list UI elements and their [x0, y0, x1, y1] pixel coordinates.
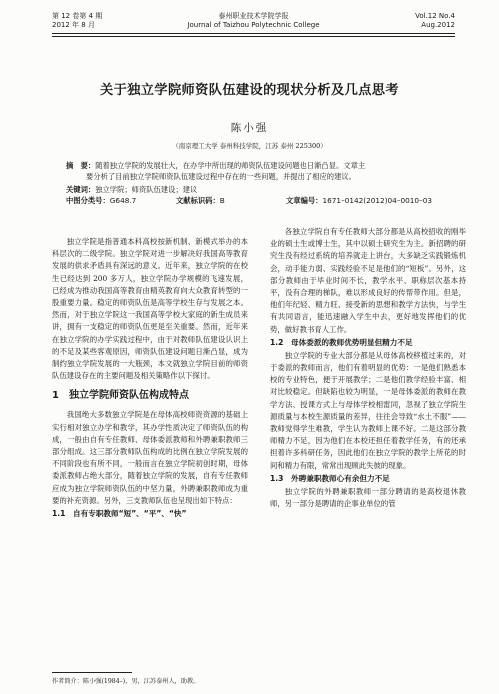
issue-volume: 第 12 卷第 4 期 — [52, 12, 103, 20]
journal-name-cn: 泰州职业技术学院学报 — [218, 12, 289, 20]
subsection-1-1-paragraph: 各独立学院自有专任教师大部分都是从高校招收的刚毕业的硕士生或博士生，其中以硕士研究生为主。新招聘的研究生没有经过系统的培养就走上讲台，大多缺乏实践锻炼机会，动手能力弱、实践经验不足是他们的“短板”。另外，这部分教师由于毕业时间不长，教学水平、职称层次基本持平，没有合理的梯队，难以形成良好的传帮带作用。但是，他们年纪轻、精力旺、接受新的思想和教学方法快，与学生有共同语言，能迅速融入学生中去，更好地发挥他们的优势，做好教书育人工作。 — [270, 227, 466, 334]
article-label: 文章编号： — [286, 196, 323, 205]
keywords-text: 独立学院；师资队伍建设；建议 — [95, 185, 198, 194]
article-number — [286, 196, 432, 206]
abstract-line-2: 要分析了目前独立学院师资队伍建设过程中存在的一些问题，并提出了相应的建议。 — [86, 172, 356, 181]
footnote-rule — [52, 672, 132, 673]
section-1-paragraph: 我国绝大多数独立学院是在母体高校师资资源的基础上实行相对独立办学和教学，其办学性质决定了师资队伍的构成，一般由自有专任教师、母体委派教师和外聘兼职教师三部分组成。这三部分教师队伍构成的比例在独立学院发展的不同阶段也有所不同，一般而言在独立学院初创时期，母体委派教师占绝大部分，随着独立学院的发展，自有专任教师应成为独立学院师资队伍的中坚力量，外聘兼职教师成为重要的补充资源。另外，三支教师队伍也呈现出如下特点： — [52, 410, 248, 505]
right-column — [270, 226, 466, 510]
journal-issue-en — [415, 12, 455, 30]
issue-date: 2012 年 8 月 — [52, 21, 95, 29]
journal-name — [52, 12, 455, 30]
document-code — [176, 196, 225, 206]
subsection-1-3-paragraph: 独立学院的外聘兼职教师一部分聘请的是高校退休教师，另一部分是聘请的企事业单位的管 — [270, 486, 466, 509]
keywords — [66, 184, 446, 195]
keywords-label: 关键词： — [66, 185, 96, 194]
header-rule-thin — [52, 36, 455, 37]
abstract-line-1 — [66, 160, 446, 171]
subsection-heading-1-1: 1.1 自有专职教师“短”、“平”、“快” — [52, 509, 187, 519]
left-column — [52, 236, 248, 521]
doc-value: B — [219, 196, 225, 205]
header-rule-thick — [52, 33, 455, 34]
author-name: 陈小强 — [230, 122, 269, 134]
article-title: 关于独立学院师资队伍建设的现状分析及几点思考 — [100, 83, 399, 98]
subsection-heading-1-2: 1.2 母体委派的教师优势明显但精力不足 — [270, 337, 413, 347]
clc-number — [66, 196, 136, 206]
volume-en: Vol.12 No.4 — [415, 12, 455, 20]
clc-label: 中图分类号： — [66, 196, 110, 205]
article-value: 1671–0142(2012)04–0010–03 — [322, 196, 432, 205]
journal-name-en: Journal of Taizhou Polytechnic College — [187, 21, 320, 29]
subsection-1-2-paragraph: 独立学院的专业大部分都是从母体高校移植过来的，对于委派的教师而言，他们有着明显的优势：一是他们熟悉本校的专业特色，便于开展教学；二是他们教学经验丰富、相对比较稳定。但缺陷也较为明显，一是母体委派的教师在教学方法、授课方式上与母体学校相雷同，忽视了独立学院生源质量与本校生源质量的差异，往往会导致“水土不服”——教师觉得学生难教，学生认为教师上课不好。二是这部分教师精力不足，因为他们在本校还担任着教学任务，有的还承担着许多科研任务，因此他们在独立学院的教学上所花的时间和精力有限，常常出现顾此失彼的现象。 — [270, 350, 466, 470]
intro-paragraph: 独立学院是指普通本科高校按新机制、新模式举办的本科层次的二级学院。独立学院对进一步解决好我国高等教育发展的供求矛盾具有深远的意义。近年来，独立学院的在校生已经达到 200 多万人，独立学院办学规模的飞速发展，已经成为推动我国高等教育由精英教育向大众教育转型的一股重要力量。稳定的师资队伍是高等学校生存与发展之本。然而，对于独立学院这一我国高等学校大家庭的新生成员来讲，拥有一支稳定的师资队伍更是至关重要。然而，近年来在独立学院的办学实践过程中，由于对教师队伍建设认识上的不足及某些客观原因，师资队伍建设问题日渐凸显，成为制约独立学院发展的一大瓶颈，本文就独立学院目前的师资队伍建设存在的主要问题及相关策略作以下探讨。 — [52, 237, 248, 381]
abstract-text-1: 随着独立学院的发展壮大，在办学中所出现的师资队伍建设问题也日渐凸显。文章主 — [95, 161, 366, 170]
running-header — [52, 12, 455, 42]
section-heading-1: 1 独立学院师资队伍构成特点 — [52, 390, 189, 402]
author-footnote: 作者简介：陈小强(1984–)，男，江苏泰州人，助教。 — [52, 678, 200, 685]
abstract-label: 摘 要： — [66, 161, 96, 170]
doc-label: 文献标识码： — [176, 196, 220, 205]
clc-value: G648.7 — [109, 196, 137, 205]
author-affiliation: （南京理工大学 泰州科技学院，江苏 泰州 225300） — [172, 142, 327, 150]
subsection-heading-1-3: 1.3 外聘兼职教师心有余但力不足 — [270, 473, 390, 483]
date-en: Aug.2012 — [421, 21, 455, 29]
